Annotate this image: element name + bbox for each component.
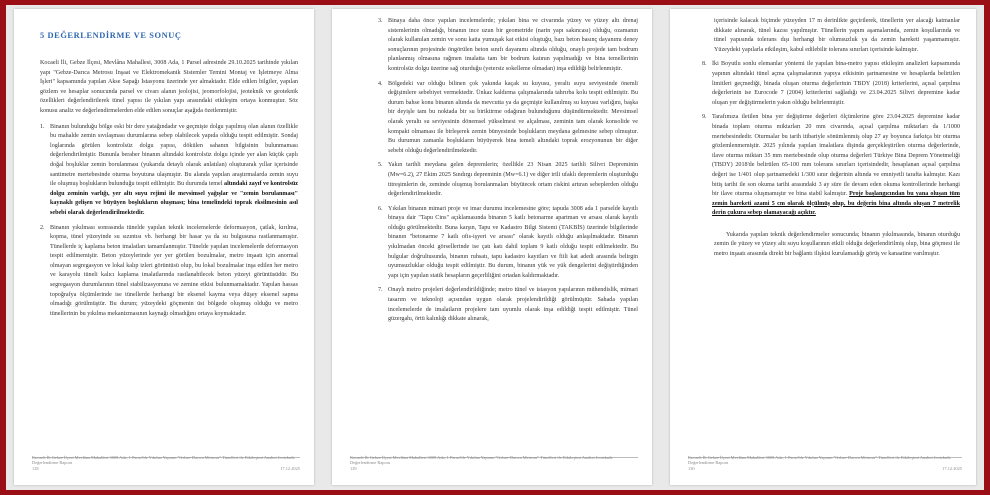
- footer-date: 17.12.2025: [280, 465, 300, 471]
- item-text: İki Boyutlu sonlu elemanlar yöntemi ile yapılan bina-metro yapısı etkileşim analizleri kapsamında yapının altındaki tünel açma çalışmalarının yapıya etkisinin şartnamesine ve hesaplarda belirtilen limitleri geçmediği, binada oluşan oturma değerlerinin TBDY (2018) kriterlerini, açısal çarpılma değerlerinin ise Eurocode 7 (2004) kriterlerini sağladığı ve 23.04.2025 Silivri depremine kadar oluşan yer değiştirmelerin yakın olduğu belirlenmiştir.: [712, 61, 960, 106]
- item-text: Binaya daha önce yapılan incelemelerde; yıkılan bina ve civarında yüzey ve yüzey altı drenaj sistemlerinin olmadığı, binanın ince uzun bir geometride (narin yapı sakıncası) olduğu, ozamanın olarak kullanılan zemin ve sonu katta yumuşak kat etkisi oluştuğu, bazı beton basınç dayanımı deney sonuçlarının projesinde öngörülen beton sınıfı dayanımı altında olduğu, onaylı projede tam bodrum planlanmış olmasına rağmen imalatta tam bir bodrum katının yapılmadığı ve bina temellerinin kontrolsüz dolgu üzerine sağ oturduğu (yetersiz sokelleme olmadan) inşa edildiği belirlenmiştir.: [388, 18, 638, 72]
- item-text: Binanın bulunduğu bölge eski bir dere yatağındadır ve geçmişte dolgu yapılmış olan alanın özellikle bu mahalde zemin sıvılaşması durumlarına sebep olabilecek yapıda olduğu tespit edilmiştir. Sondaj loglarında görülen kontrolsüz dolgu yapısı, dökülen sahanın bilgisinin bulunmaması değerlendirilmiştir. Bununla beraber binanın altındaki kontrolsüz dolgu içinde yer alan küçük çaplı doğal boşluklar zemin borulanması (yukarıda detaylı olarak anlatılan) oluşturarak yıllar içerisinde santimetre mertebesinde oturma boyutuna ulaşmıştır. Bu alanda yapılan araştırmalarda zemin suyu ile oluşmuş boşlukların bulunduğu tespit edilmiştir. Bu durumda temel: [50, 123, 298, 188]
- item-number: 4.: [378, 80, 383, 87]
- footer-date: 17.12.2025: [942, 465, 962, 471]
- item-number: 6.: [378, 205, 383, 212]
- page-footer: [688, 455, 962, 471]
- item-text: Binanın yıkılması sonrasında tünelde yapılan teknik incelemelerde deformasyon, çatlak, kırılma, kopma, tünel yüzeyinde su sızıntısı vb. herhangi bir hasar ya da su bulgusuna rastlanmamıştır. Tünellerde iç kaplama beton imalatları tamamlanmıştır. Tünelde yapılan incelemelerde deformasyon tespit edilmemiştir. Beton yüzeylerinde yer yer görülen bozulmalar, metro inşaatı için anormal olmayan segregasyon ve lokal kalıp izleri görüntüsü olup, bu lokal bozulmalar inşa edilen her metro ve karayolu tüneli kalıcı kaplama imalatlarında rastlanabilecek beton yüzeyi görüntüsüdür. Bu segregasyon durumlarının tünel stabilizasyonuna ve zemine etkisi bulunmamaktadır. Yapılan hassas topoğrafya ölçümlerinde ise tünellerde herhangi bir eksenel kayma veya düşey eksenel sapma olmadığı görülmüştür. Bu durum; yüzeydeki göçmenin üst bölgede oluşmuş olduğu ve metro tünellerinin bu yıkılma mekanizmasının kaynağı olmadığını ortaya koymaktadır.: [50, 224, 298, 317]
- finding-item-4: [378, 80, 638, 157]
- finding-item-2: [40, 224, 298, 320]
- item-number: 2.: [40, 224, 45, 231]
- footer-title: Kocaeli İli Gebze İlçesi Mevlâna Mahallesi 3008 Ada, 1 Parsel'de Yıkılan Yapının "Gebze-Darıca Metrosu" Tünelleri ile Etkileşimi Analizi Jeoteknik Değerlendirme Raporu: [688, 454, 951, 466]
- section-heading: 5 DEĞERLENDİRME VE SONUÇ: [40, 31, 182, 40]
- finding-item-9: [702, 113, 960, 219]
- page-footer: [32, 455, 300, 471]
- page-number: 129: [350, 465, 357, 471]
- page-footer: [350, 455, 638, 471]
- item-number: 7.: [378, 287, 383, 294]
- report-page-2: [332, 9, 652, 485]
- footer-title: Kocaeli İli Gebze İlçesi Mevlâna Mahallesi 3008 Ada, 1 Parsel'de Yıkılan Yapının "Gebze-Darıca Metrosu" Tünelleri ile Etkileşimi Analizi Jeoteknik Değerlendirme Raporu: [32, 454, 295, 466]
- footer-title: Kocaeli İli Gebze İlçesi Mevlâna Mahallesi 3008 Ada, 1 Parsel'de Yıkılan Yapının "Gebze-Darıca Metrosu" Tünelleri ile Etkileşimi Analizi Jeoteknik Değerlendirme Raporu: [350, 454, 613, 466]
- item-bold-text: Proje başlangıcından bu yana oluşan tüm zemin hareketi azami 5 cm olarak ölçülmüş olup, bu değerin bina altında oluşan 7 metrelik derin çukura sebep olamayacağı açıktır.: [712, 191, 960, 217]
- item-number: 9.: [702, 114, 707, 121]
- page-number: 128: [32, 465, 39, 471]
- item-text: Yakın tarihli meydana gelen depremlerin; özellikle 23 Nisan 2025 tarihli Silivri Depreminin (Mw=6.2), 27 Ekim 2025 Sındırgı depreminin (Mw=6.1) ve diğer irili ufaklı depremlerin oluşturduğu titreşimlerin de, zeminde oluşmuş borulanmaları büyütecek ortam riskini artıran sebeplerden olduğu değerlendirilmektedir.: [388, 162, 638, 198]
- document-viewer: [6, 5, 984, 490]
- item-text: Onaylı metro projeleri değerlendirildiğinde; metro tünel ve istasyon yapılarının mühendislik, mimari tasarım ve teknoloji açısından uygun olarak projelendirildiği görülmüştür. Sahada yapılan incelemelerde de imalatların projelere tam uyumlu olarak inşa edildiği tespit edilmiştir. Tünel güzergahı, örtü kalınlığı dikkate alınarak,: [388, 287, 638, 323]
- finding-item-7: [378, 286, 638, 324]
- item-number: 1.: [40, 123, 45, 130]
- intro-paragraph: Kocaeli İli, Gebze İlçesi, Mevlâna Mahallesi, 3008 Ada, 1 Parsel adresinde 29.10.2025 tarihinde yıkılan yapı "Gebze-Darıca Metrosu İnşaat ve Elektromekanik Sistemler Temini Montaj ve İşletmeye Alma İşleri" kapsamında yapılan Akse Sapağı İstasyonu üzerinde yer almaktadır. Elde edilen bilgiler, yapılan gözlem ve hesaplar sonucunda parsel ve civarı alanın jeolojisi, jeomorfolojisi, jeoteknik ve geoteknik özellikleri değerlendirilerek tünel yapısı ile yıkılan yapı arasındaki etkileşim ortaya konmuştur. Söz konusu analiz ve değerlendirmelerden elde edilen sonuçlar aşağıda özetlenmiştir.: [40, 60, 298, 114]
- item-number: 5.: [378, 162, 383, 169]
- finding-item-1: [40, 123, 298, 219]
- item-number: 3.: [378, 18, 383, 24]
- item-text: Bölgedeki var olduğu bilinen çok yakında kaçak su kuyusu, yeraltı suyu seviyesinde önemli değişimlere sebebiyet vermektedir. Ünkaz kaldırma çalışmalarında tahrırba kolu tespit edilmiştir. Bu durum bahse konu binanın altında da mevcutta ya da geçmişte kullanılmış su kuyusu varlığını, başka bir deyişle tam bu noktada bir su biriktirme odağının bulunduğunu düşündürmektedir. Mevsimsel olarak yeraltı su seviyesinin dönemsel yükselmesi ve alçalması, zeminin tam olarak konsolide ve kompakt olmaması ile birleşerek zemin bünyesinde boşlukların meydana gelmesine sebep olmuştur. Bu durumun zamanla boşlukların büyüyerek bina temeli altındaki toprak erozyonunun bir diğer sebebi olduğu değerlendirilmektedir.: [388, 80, 638, 154]
- report-page-1: [14, 9, 314, 485]
- finding-item-5: [378, 161, 638, 199]
- item-text: Tarafımıza iletilen bina yer değiştirme değerleri ölçümlerine göre 23.04.2025 depremine kadar binada toplam oturma miktarları 20 mm civarında, açısal çarpılma miktarları da 1/1000 mertebesindedir. Oturmalar bu tarih itibariyle sönümlenmiş olup 27 ay boyunca farkıtça bir oturma gözlemlenmemiştir. 2025 yılında yapılan imalatlara dişinda gerçekleştirilen oturma değerlerinde, ilave oturma miktarı 35 mm mertebesinde olup oturma değerleri Türkiye Bina Deprem Yönetmeliği (TBDY) 2018'de belirtilen 65-100 mm tolerans sınırları içerisindedir, hesaplanan açısal çarpılma değeri ise 1/401 olup şartnamedeki 1/300 sınır değerinin altında ve emniyetli tarafta kalmıştır. Kazı bitiş tarihi ile son okuma tarihi arasındaki 3 ay süre ile devam eden okuma kontrollerinde herhangi bir ilave oturma oluşmamıştır ve bina stabil kalmıştır.: [712, 114, 960, 198]
- item-number: 8.: [702, 61, 707, 68]
- page-number: 130: [688, 465, 695, 471]
- continued-paragraph: içerisinde kalacak biçimde yüzeyden 17 m derinlikte geçirilerek, tünellerin yer alacağı katmanlar dikkate alınarak, tünel kazısı yapılmıştır. Tünellerin yapım aşamalarında, zemin koşullarında ve tünel yapısında tolerans dışı herhangi bir olumsuzluk ya da zemin hareketi yaşanmamıştır. Yüzeydeki yapılarla etkileşim, kabul edilebilir tolerans sınırları içerisinde kalmıştır.: [714, 18, 960, 53]
- finding-item-6: [378, 205, 638, 282]
- conclusion-paragraph: Yukarıda yapılan teknik değerlendirmeler sonucunda; binanın yıkılmasında, binanın oturduğu zemin ile yüzey ve yüzey altı suyu koşullarının etkili olduğu değerlendirilmiş olup, bina göçmesi ile metro inşaatı arasında direkt bir bağlantı ilişkisi kurulamadığı görüş ve kanaatine varılmıştır.: [714, 231, 960, 258]
- finding-item-8: [702, 60, 960, 108]
- finding-item-3: [378, 17, 638, 75]
- item-text: Yıkılan binanın mimari proje ve imar durumu incelemesine göre; tapuda 3008 ada 1 parselde kayıtlı binaya dair "Tapu Cins" açıklamasında binanın 5 katlı betonarme apartman ve arsası olarak kayıtlı olduğu görülmektedir. Buna karşın, Tapu ve Kadastro Bilgi Sistemi (TAKBİS) üzerinde bilgilerinde binanın "betonarme 7 katlı ofis-işyeri ve arsası" olarak kayıtlı olduğu anlaşılmaktadır. Binanın yıkılmadan önceki görsellerinde ise çatı katı dahil toplam 9 katlı olduğu tespit edilmektedir. Bu bulgular doğrultusunda, binanın ruhsatı, tapu kadastro kayıtları ve fiili kat adedi arasında belirgin uyumsuzluklar olduğu tespit edilmiştir. Bu durum, binanın yük ve yük dengelerini değiştirdiğinden yapı için yapılan statik hesapların geçerliliğini ortadan kaldırmaktadır.: [388, 205, 638, 279]
- report-page-3: [670, 9, 976, 485]
- item-bold-text: altındaki zayıf ve kontrolsüz dolgu zeminin varlığı, yer altı suyu rejimi ile mevsimsel yağışlar ve "zemin borulanması" kaynaklı gelişen ve büyüyen boşlukların oluşması; bina temelindeki toprak eksilmesinin asıl sebebi olarak değerlendirilmektedir.: [50, 181, 298, 216]
